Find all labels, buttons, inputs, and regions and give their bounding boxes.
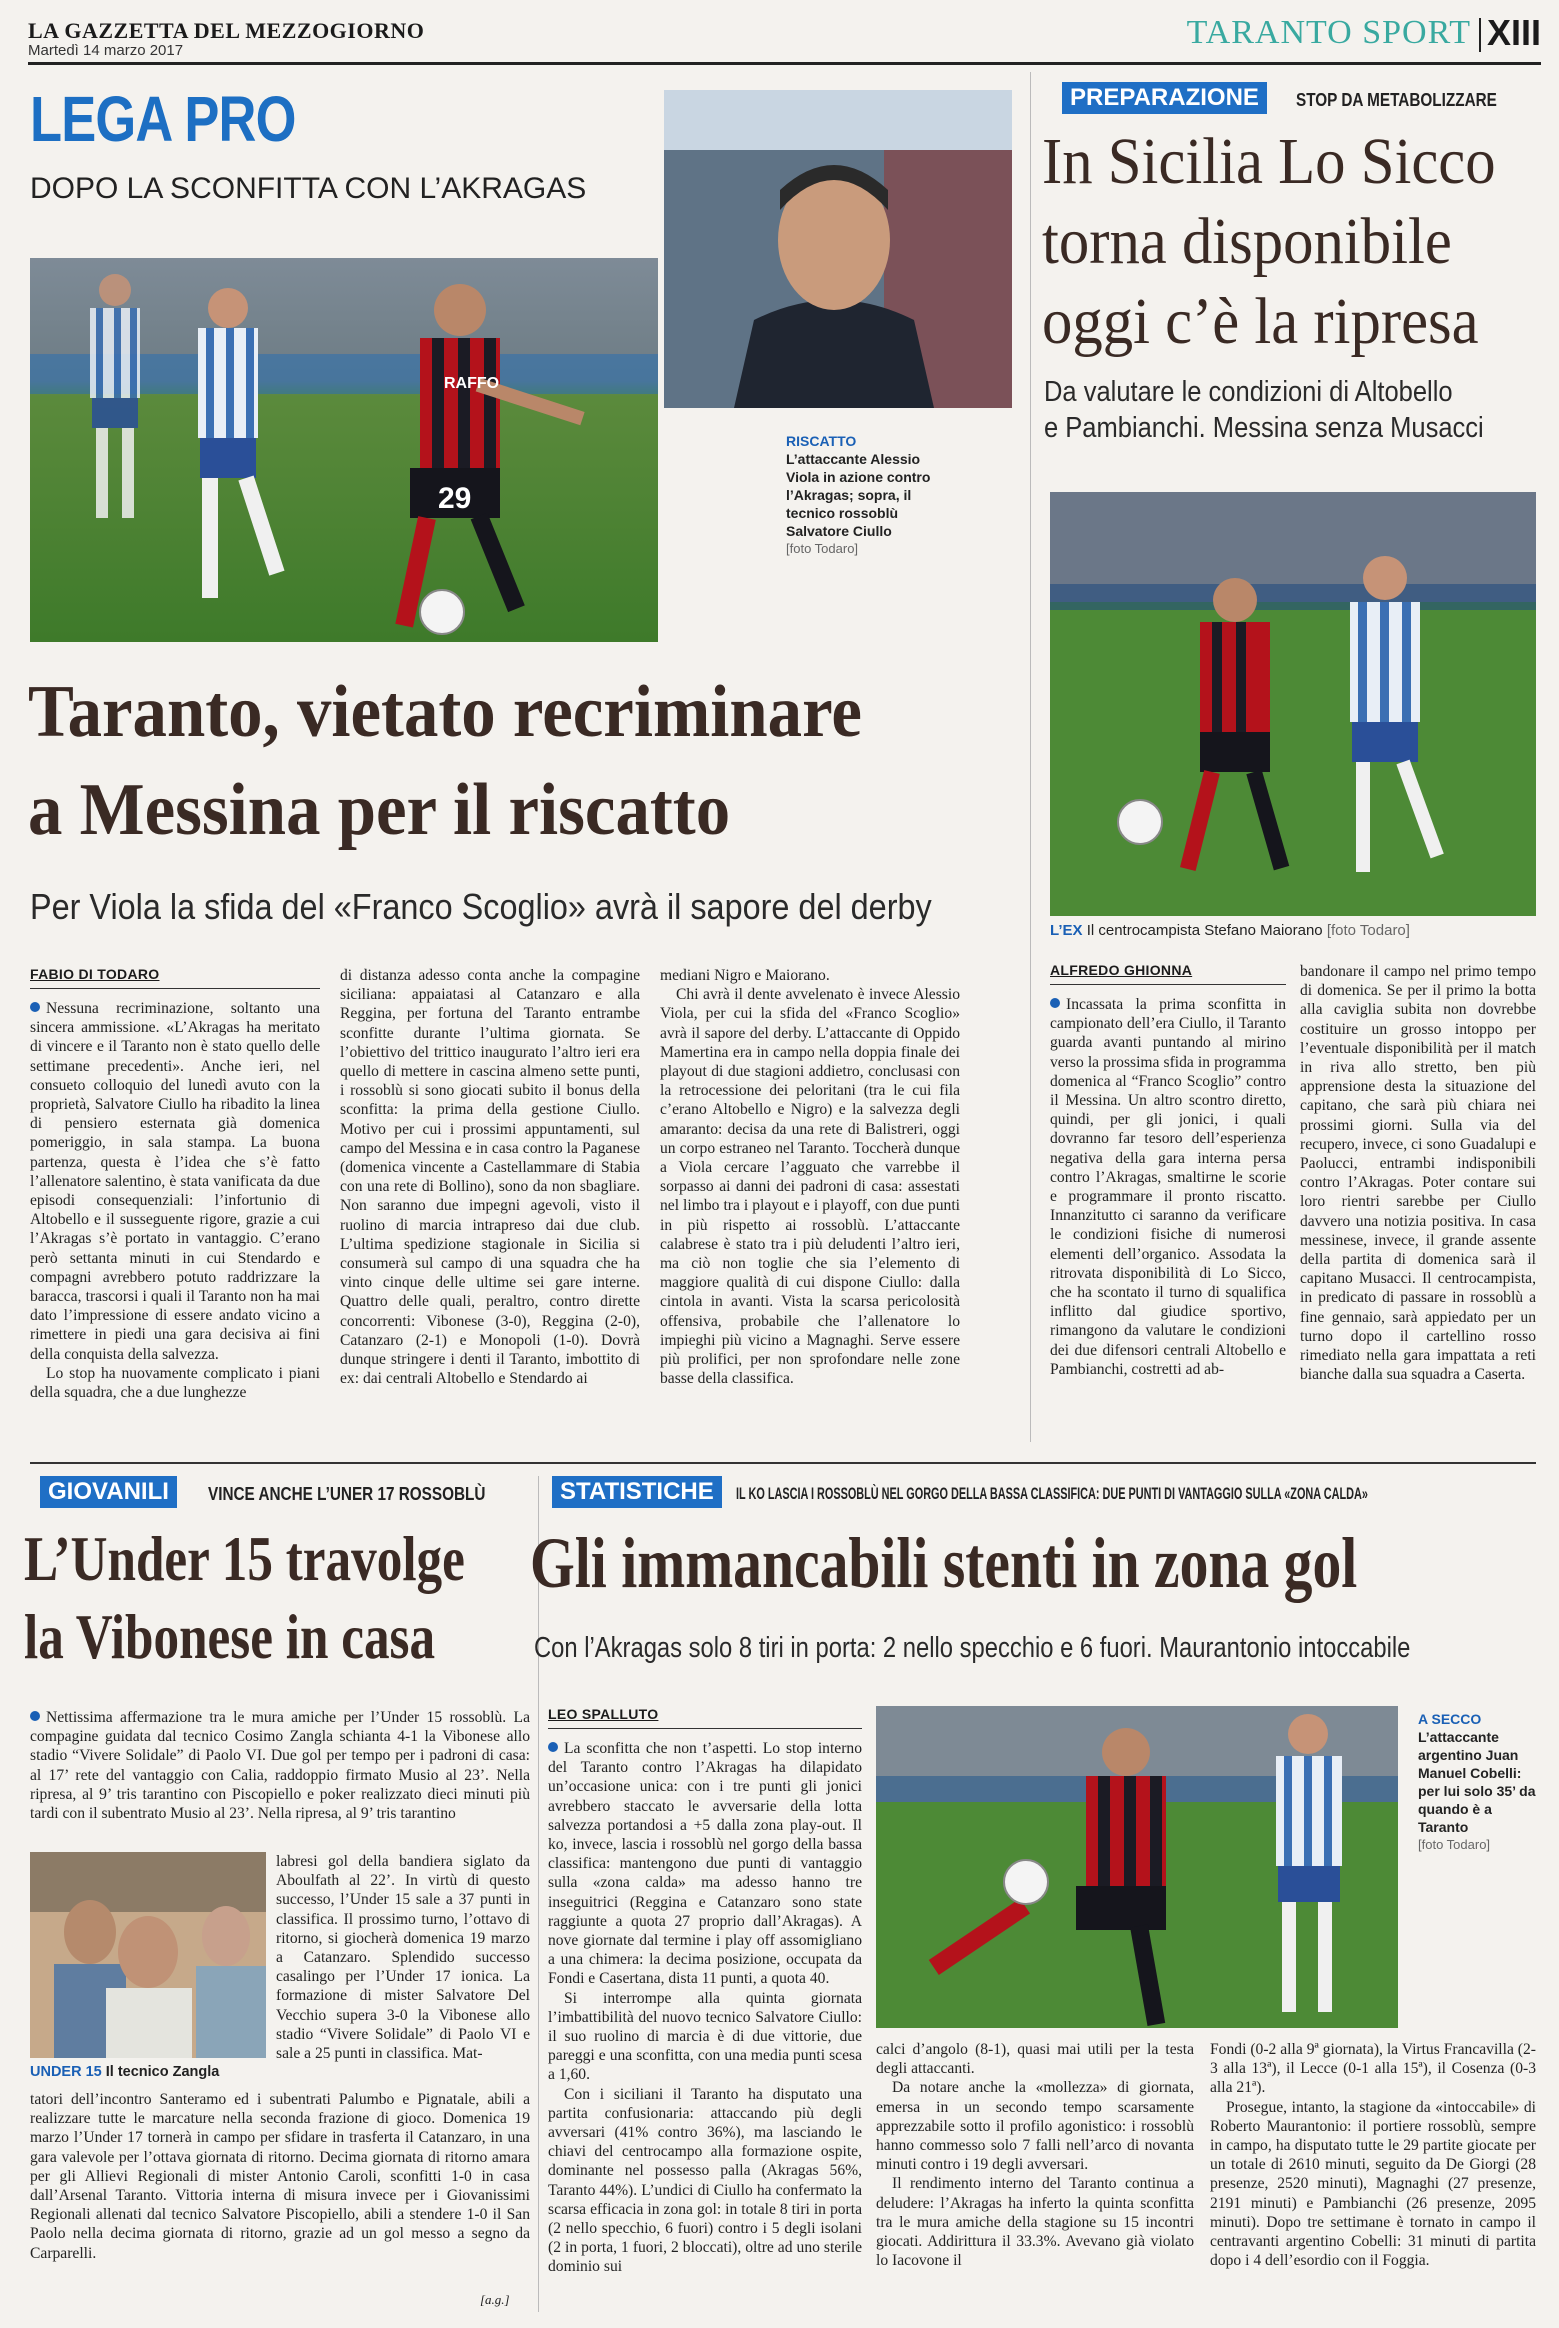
giovanili-kicker-tail: VINCE ANCHE L’UNER 17 ROSSOBLÙ [208, 1484, 486, 1504]
giovanili-headline-line2: la Vibonese in casa [24, 1601, 436, 1672]
lega-pro-kicker: LEGA PRO [30, 83, 296, 155]
preparazione-deck-line1: Da valutare le condizioni di Altobello [1044, 376, 1453, 408]
bullet-icon [30, 1002, 40, 1012]
preparazione-kicker-tail: STOP DA METABOLIZZARE [1296, 90, 1497, 110]
preparazione-headline-line2: torna disponibile [1042, 205, 1452, 278]
giovanili-kicker: GIOVANILI [40, 1476, 177, 1508]
maiorano-action-photo [1050, 492, 1536, 916]
zangla-photo [30, 1852, 266, 2058]
statistiche-col1: LEO SPALLUTO La sconfitta che non t’aspetti. Lo stop interno del Taranto contro l’Akragas ha dilapidato un’occasione unica: con i tre punti gli jonici avrebbero staccato le avversarie della lotta salvezza portandosi a +5 dalla zona play-out. Il ko, invece, lascia i rossoblù nel gorgo della bassa classifica: mantengono due punti di vantaggio sulla «zona calda» ma adesso hanno tre inseguitrici (Reggina e Catanzaro sono state raggiunte a quota 27 proprio dall’Akragas). A nove giornate dal termine i play off assomigliano a una chimera: la decima posizione, occupata da Fondi e Casertana, dista 11 punti, a quota 40. Si interrompe alla quinta giornata l’imbattibilità del nuovo tecnico Salvatore Ciullo: il suo ruolino di marcia è di due vittorie, due pareggi e una sconfitta, con una media punti scesa a 1,60. Con i siciliani il Taranto ha disputato una partita confusionaria: attaccando più degli avversari (41% contro 36%), ma lasciando le chiavi del centrocampo alla formazione ospite, dominante nel possesso palla (Akragas 56%, Taranto 44%). L’undici di Ciullo ha confermato la scarsa efficacia in zona gol: in totale 8 tiri in porta (2 nello specchio, 6 fuori) contro i 5 degli isolani (2 in porta, 1 fuori, 2 bloccati), oltre ad uno sterile dominio sui [548, 1706, 862, 2276]
masthead-divider [1479, 18, 1481, 52]
byline: LEO SPALLUTO [548, 1706, 659, 1722]
caption-credit: [foto Todaro] [786, 541, 859, 556]
main-deck: Per Viola la sfida del «Franco Scoglio» avrà il sapore del derby [30, 886, 932, 927]
statistiche-photo-caption: A SECCO L’attaccante argentino Juan Manuel Cobelli: per lui solo 35’ da quando è a Taranto [foto Todaro] [1418, 1711, 1536, 1852]
bullet-icon [1050, 998, 1060, 1008]
main-headline-line1: Taranto, vietato recriminare [28, 671, 862, 753]
giovanili-photo-caption: UNDER 15 Il tecnico Zangla [30, 2064, 220, 2080]
match-action-photo [30, 258, 658, 642]
preparazione-photo-caption: L’EX Il centrocampista Stefano Maiorano [foto Todaro] [1050, 922, 1410, 939]
preparazione-kicker: PREPARAZIONE [1062, 82, 1267, 114]
lega-pro-subkicker: DOPO LA SCONFITTA CON L’AKRAGAS [30, 172, 587, 205]
preparazione-deck-line2: e Pambianchi. Messina senza Musacci [1044, 412, 1484, 444]
main-headline-line2: a Messina per il riscatto [28, 769, 731, 851]
main-article-col3: mediani Nigro e Maiorano. Chi avrà il dente avvelenato è invece Alessio Viola, per cui la sfida del «Franco Scoglio» avrà il sapore del derby. L’attaccante di Oppido Mamertina era in campo nella doppia finale dei playout di due stagioni addietro, conclusasi con la retrocessione dei peloritani (tra le cui fila c’erano Altobello e Nigro) e la salvezza degli amaranto: decisa da una rete di Balistreri, oggi un corpo estraneo nel Taranto. Toccherà dunque a Viola cercare l’agguato che varrebbe il sorpasso ai danni dei padroni di casa: assestati nel limbo tra i playout e i playoff, con due punti in più rispetto ai rossoblù. L’attaccante calabrese è stato tra i più deludenti l’altro ieri, ma ciò non toglie che sia l’elemento di maggiore qualità di cui dispone Ciullo: dalla cintola in avanti. Vista la scarsa pericolosità offensiva, probabile che l’allenatore lo impieghi più vicino a Magnaghi. Serve essere più prolifici, per non sprofondare nelle zone basse della classifica. [660, 967, 960, 1388]
byline: FABIO DI TODARO [30, 966, 160, 982]
giovanili-text-bottom: tatori dell’incontro Santeramo ed i subentrati Palumbo e Pignatale, abili a realizzare tutte le marcature nella seconda frazione di gioco. Domenica 19 marzo l’Under 17 tornerà in campo per sfidare in trasferta il Catanzaro, in una gara valevole per l’ottava giornata di ritorno. Decima giornata di ritorno amara per gli Allievi Regionali di mister Antonio Caroli, sconfitti 1-0 in casa dall’Arsenal Taranto. Vittoria interna di misura invece per i Giovanissimi Regionali allenati dal tecnico Salvatore Piscopiello, abili a stendere 1-0 il San Paolo nella decima giornata di ritorno, grazie ad un gol messo a segno da Carparelli. [30, 2091, 530, 2262]
bullet-icon [548, 1742, 558, 1752]
bullet-icon [30, 1711, 40, 1721]
statistiche-col3: Fondi (0-2 alla 9ª giornata), la Virtus Francavilla (2-3 alla 13ª), il Lecce (0-1 alla 15ª), il Cosenza (0-3 alla 21ª). Prosegue, intanto, la stagione da «intoccabile» di Roberto Maurantonio: il portiere rossoblù, sempre in campo, ha disputato tutte le 29 partite giocate per un totale di 2610 minuti, seguito da De Giorgi (28 presenze, 2520 minuti), Magnaghi (27 presenze, 2191 minuti) e Pambianchi (26 presenze, 2095 minuti). Dopo tre settimane è tornato in campo il centravanti argentino Cobelli: 31 minuti di partita dopo i 4 dell’esordio con il Foggia. [1210, 2041, 1536, 2270]
section-divider [30, 1462, 1536, 1464]
giovanili-text-top: Nettissima affermazione tra le mura amiche per l’Under 15 rossoblù. La compagine guidata dal tecnico Cosimo Zangla schianta 4-1 la Vibonese allo stadio “Vivere Solidale” di Paolo VI. Due gol per tempo per i padroni di casa: al 17’ rete del vantaggio con Calia, raddoppio firmato Musio al 23’. Nella ripresa, al 9’ tris tarantino con Piscopiello e poker realizzato dieci minuti più tardi con il subentrato Musio al 23’. Nella ripresa, al 9’ tris tarantino [30, 1709, 530, 1823]
article-text: Nessuna recriminazione, soltanto una sincera ammissione. «L’Akragas ha meritato di vincere e il Taranto non è stato quello delle settimane precedenti». Anche ieri, nel consueto colloquio del lunedì avuto con la proprietà, Salvatore Ciullo ha ribadito la linea di pensiero esternata già domenica pomeriggio, in sala stampa. La buona partenza, questa è l’idea che s’è fatto l’allenatore salentino, è stata vanificata da due episodi consequenziali: l’infortunio di Altobello e il susseguente rigore, grazie a cui l’Akragas s’è portato in vantaggio. C’erano però settanta minuti in cui Stendardo e compagni avrebbero potuto raddrizzare la baracca, trascorsi i quali il Taranto non ha mai dato l’impressione di essere andato vicino a rimettere in piedi una gara decisiva ai fini della conquista della salvezza. Lo stop ha nuovamente complicato i piani della squadra, che a due lunghezze [30, 1000, 320, 1402]
preparazione-col2: bandonare il campo nel primo tempo di domenica. Se per il primo la botta alla caviglia subita non dovrebbe costituire un grosso intoppo per l’eventuale disponibilità per il match in riva allo stretto, ben più apprensione desta la situazione del capitano, che sarà più chiara nei prossimi giorni. Sulla via del recupero, invece, ci sono Guadalupi e Paolucci, entrambi indisponibili contro l’Akragas. Poter contare sui loro rientri sarebbe per Ciullo davvero una notizia positiva. In casa messinese, invece, il grande assente della partita di domenica sarà il capitano Musacci. Il centrocampista, in predicato di passare in rossoblù a fine gennaio, sarà appiedato per un turno dopo il cartellino rosso rimediato nella gara impattata a reti bianche dalla sua squadra a Caserta. [1300, 963, 1536, 1384]
page-number: XIII [1486, 12, 1541, 53]
caption-label: RISCATTO [786, 433, 857, 449]
statistiche-deck: Con l’Akragas solo 8 tiri in porta: 2 nello specchio e 6 fuori. Maurantonio intoccabile [534, 1632, 1411, 1664]
preparazione-headline-line3: oggi c’è la ripresa [1042, 285, 1479, 358]
section-title: TARANTO SPORT [1186, 14, 1471, 51]
main-article-col1 [30, 966, 320, 1402]
preparazione-col1: ALFREDO GHIONNA Incassata la prima sconfitta in campionato dell’era Ciullo, il Taranto guarda avanti puntando al mirino verso la prossima sfida in programma domenica al “Franco Scoglio” contro il Messina. Un altro scontro diretto, quindi, per gli jonici, i quali dovranno far tesoro dell’esperienza negativa della gara interna persa contro l’Akragas, smaltirne le scorie e programmare il pronto riscatto. Innanzitutto ci saranno da verificare le condizioni fisiche di numerosi elementi dell’organico. Assodata la ritrovata disponibilità di Lo Sicco, che ha scontato il turno di squalifica inflitto dal giudice sportivo, rimangono da valutare le condizioni dei due difensori centrali Altobello e Pambianchi, costretti ad ab- [1050, 962, 1286, 1378]
newspaper-name: LA GAZZETTA DEL MEZZOGIORNO [28, 18, 425, 43]
column-divider [1030, 72, 1031, 1442]
statistiche-kicker: STATISTICHE [552, 1476, 722, 1508]
masthead-rule [28, 62, 1541, 65]
jersey-number-text: 29 [438, 482, 472, 515]
caption-text: L’attaccante Alessio Viola in azione contro l’Akragas; sopra, il tecnico rossoblù Salvatore Ciullo [786, 451, 931, 539]
coach-portrait-photo [664, 90, 1012, 408]
statistiche-headline: Gli immancabili stenti in zona gol [530, 1523, 1358, 1603]
giovanili-text-side: labresi gol della bandiera siglato da Aboulfath al 22’. In virtù di questo successo, l’Under 15 sale a 37 punti in classifica. Il prossimo turno, l’ottavo di ritorno, si giocherà domenica 19 marzo a Catanzaro. Splendido successo casalingo per l’Under 17 ionica. La formazione di mister Salvatore Del Vecchio supera 3-0 la Vibonese allo stadio “Vivere Solidale” di Paolo VI e sale a 25 punti in classifica. Mat- [276, 1853, 530, 2063]
statistiche-col2: calci d’angolo (8-1), quasi mai utili per la testa degli attaccanti. Da notare anche la «mollezza» di giornata, emersa in un secondo tempo scarsamente apprezzabile sotto il profilo agonistico: i rossoblù hanno commesso solo 7 falli nell’arco di novanta minuti contro i 19 degli avversari. Il rendimento interno del Taranto continua a deludere: l’Akragas ha inferto la quinta sconfitta tra le mura amiche della stagione su 15 incontri giocati. Addirittura il 33.3%. Avevano già violato lo Iacovone il [876, 2041, 1194, 2270]
jersey-sponsor-text: RAFFO [444, 375, 500, 392]
statistiche-kicker-tail: IL KO LASCIA I ROSSOBLÙ NEL GORGO DELLA BASSA CLASSIFICA: DUE PUNTI DI VANTAGGIO SULLA «ZONA CALDA» [736, 1484, 1368, 1503]
cobelli-action-photo [876, 1706, 1398, 2028]
preparazione-headline-line1: In Sicilia Lo Sicco [1042, 125, 1496, 198]
issue-date: Martedì 14 marzo 2017 [28, 42, 184, 59]
lega-pro-photo-caption [786, 432, 956, 558]
byline: ALFREDO GHIONNA [1050, 962, 1193, 978]
main-article-col2: di distanza adesso conta anche la compagine siciliana: appaiatasi al Catanzaro e alla Reggina, per fortuna del Taranto entrambe sconfitte durante l’ultima giornata. Se l’obiettivo del trittico inaugurato l’altro ieri era quello di mettere in cascina almeno sette punti, i rossoblù si sono giocati subito il bonus della sconfitta: la prima della gestione Ciullo. Motivo per cui i prossimi appuntamenti, sul campo del Messina e in casa contro la Paganese (domenica vincente a Castellammare di Stabia con una rete di Bollino), sono da non sbagliare. Non saranno due impegni agevoli, visto il ruolino di marcia intrapreso dai due club. L’ultima spedizione stagionale in Sicilia si consumerà sul campo di una squadra che ha vinto cinque delle ultime sei gare interne. Quattro delle quali, peraltro, contro dirette concorrenti: Vibonese (3-0), Reggina (2-0), Catanzaro (2-1) e Monopoli (1-0). Dovrà dunque stringere i denti il Taranto, imbottito di ex: dai centrali Altobello e Stendardo ai [340, 967, 640, 1388]
giovanili-signature: [a.g.] [480, 2292, 510, 2307]
giovanili-headline-line1: L’Under 15 travolge [24, 1523, 465, 1594]
